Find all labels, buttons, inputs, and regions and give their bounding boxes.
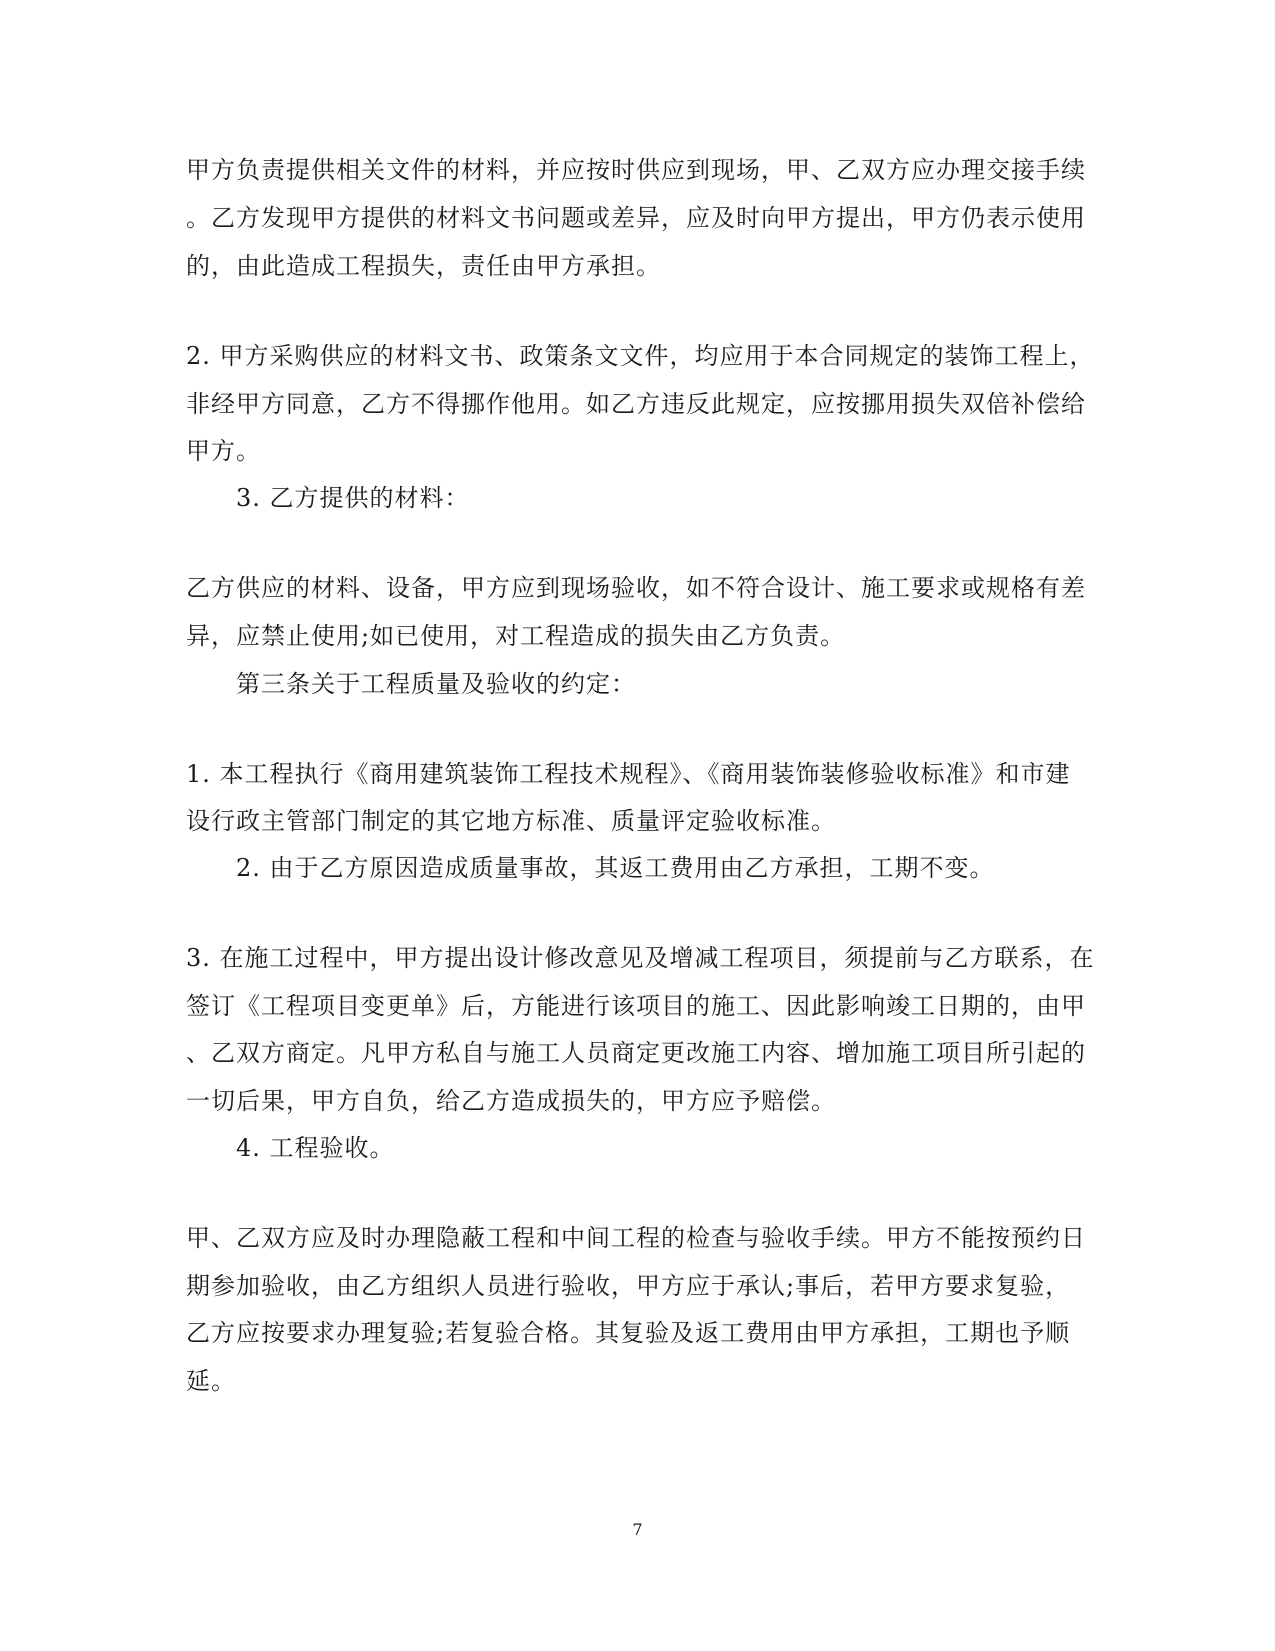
paragraph-line: 一切后果，甲方自负，给乙方造成损失的，甲方应予赔偿。: [186, 1087, 836, 1115]
paragraph-line: 3. 在施工过程中，甲方提出设计修改意见及增减工程项目，须提前与乙方联系，在: [186, 944, 1095, 972]
paragraph-line: 乙方应按要求办理复验;若复验合格。其复验及返工费用由甲方承担，工期也予顺: [186, 1319, 1071, 1347]
paragraph-line: 、乙双方商定。凡甲方私自与施工人员商定更改施工内容、增加施工项目所引起的: [186, 1039, 1086, 1067]
paragraph-line: 期参加验收，由乙方组织人员进行验收，甲方应于承认;事后，若甲方要求复验，: [186, 1272, 1071, 1300]
paragraph-line: 。乙方发现甲方提供的材料文书问题或差异，应及时向甲方提出，甲方仍表示使用: [186, 204, 1086, 232]
paragraph-line: 异，应禁止使用;如已使用，对工程造成的损失由乙方负责。: [186, 622, 846, 650]
paragraph-line: 2. 甲方采购供应的材料文书、政策条文文件，均应用于本合同规定的装饰工程上，: [186, 342, 1095, 370]
page-number: 7: [632, 1520, 643, 1539]
paragraph-line: 非经甲方同意，乙方不得挪作他用。如乙方违反此规定，应按挪用损失双倍补偿给: [186, 390, 1086, 418]
paragraph-line: 签订《工程项目变更单》后，方能进行该项目的施工、因此影响竣工日期的，由甲: [186, 992, 1086, 1020]
paragraph-line: 甲、乙双方应及时办理隐蔽工程和中间工程的检查与验收手续。甲方不能按预约日: [186, 1224, 1086, 1252]
paragraph-line: 设行政主管部门制定的其它地方标准、质量评定验收标准。: [186, 807, 836, 835]
section-heading: 第三条关于工程质量及验收的约定：: [236, 670, 636, 698]
paragraph-line: 甲方负责提供相关文件的材料，并应按时供应到现场，甲、乙双方应办理交接手续: [186, 156, 1086, 184]
paragraph-line: 的，由此造成工程损失，责任由甲方承担。: [186, 252, 661, 280]
paragraph-line: 乙方供应的材料、设备，甲方应到现场验收，如不符合设计、施工要求或规格有差: [186, 574, 1086, 602]
paragraph-line: 延。: [186, 1367, 236, 1395]
paragraph-line: 1. 本工程执行《商用建筑装饰工程技术规程》、《商用装饰装修验收标准》和市建: [186, 760, 1071, 788]
paragraph-line: 2. 由于乙方原因造成质量事故，其返工费用由乙方承担，工期不变。: [236, 854, 995, 882]
paragraph-line: 3. 乙方提供的材料：: [236, 484, 470, 512]
paragraph-line: 4. 工程验收。: [236, 1134, 395, 1162]
paragraph-line: 甲方。: [186, 437, 261, 465]
